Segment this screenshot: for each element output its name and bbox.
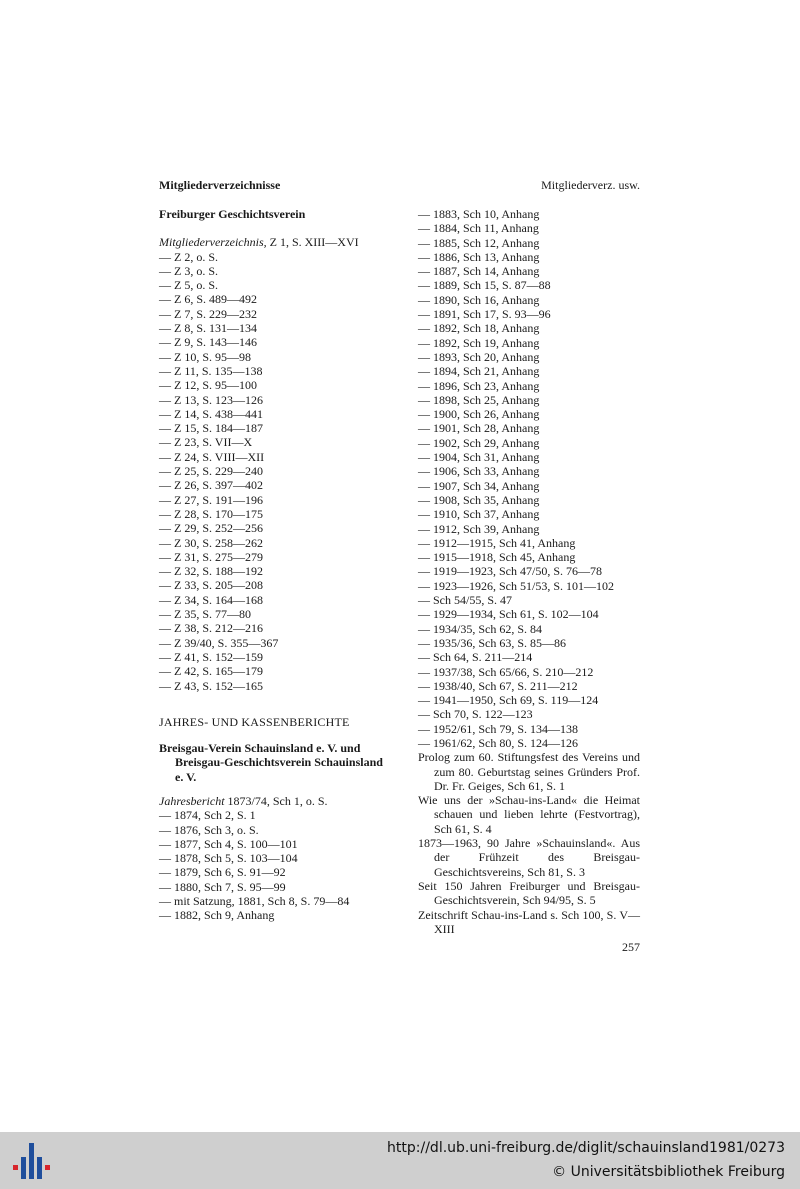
index-entry: — Z 34, S. 164—168 (159, 592, 264, 607)
section-title: Freiburger Geschichtsverein (159, 207, 306, 221)
copyright-text: © Universitätsbibliothek Freiburg (552, 1164, 785, 1180)
index-entry: — 1874, Sch 2, S. 1 (159, 808, 256, 823)
entry-ref: 1873/74, Sch 1, o. S. (224, 793, 328, 808)
index-paragraph: 1873—1963, 90 Jahre »Schauinsland«. Aus der Frühzeit des Breisgau-Geschichtsvereins, Sch 81, S. 3 (418, 836, 640, 879)
index-entry: — 1937/38, Sch 65/66, S. 210—212 (418, 664, 594, 679)
index-entry: — 1929—1934, Sch 61, S. 102—104 (418, 607, 599, 622)
index-entry: — Sch 54/55, S. 47 (418, 593, 513, 608)
index-entry: — 1902, Sch 29, Anhang (418, 435, 540, 450)
index-entry: — Z 26, S. 397—402 (159, 478, 264, 493)
index-entry: — mit Satzung, 1881, Sch 8, S. 79—84 (159, 894, 350, 909)
index-entry: — Z 5, o. S. (159, 278, 219, 293)
index-entry: — 1912, Sch 39, Anhang (418, 521, 540, 536)
index-entry: — Z 41, S. 152—159 (159, 649, 264, 664)
index-entry: — 1894, Sch 21, Anhang (418, 364, 540, 379)
index-entry: — 1941—1950, Sch 69, S. 119—124 (418, 693, 599, 708)
index-entry (159, 794, 391, 808)
index-entry: — Z 31, S. 275—279 (159, 549, 264, 564)
index-entry: — 1938/40, Sch 67, S. 211—212 (418, 678, 578, 693)
index-entry: — 1886, Sch 13, Anhang (418, 249, 540, 264)
index-entry: — 1904, Sch 31, Anhang (418, 450, 540, 465)
index-entry: — Z 15, S. 184—187 (159, 421, 264, 436)
index-entry: — 1885, Sch 12, Anhang (418, 235, 540, 250)
index-entry: — 1883, Sch 10, Anhang (418, 207, 540, 221)
index-entry: — Z 8, S. 131—134 (159, 321, 258, 336)
index-entry: — Z 7, S. 229—232 (159, 306, 258, 321)
paragraph-list (418, 750, 640, 936)
index-entry: — Z 2, o. S. (159, 249, 219, 264)
index-paragraph: Seit 150 Jahren Freiburger und Breisgau-Geschichtsverein, Sch 94/95, S. 5 (418, 878, 640, 908)
index-entry: — 1877, Sch 4, S. 100—101 (159, 836, 298, 851)
running-header-left: Mitgliederverzeichnisse (159, 178, 281, 192)
index-entry: — Z 11, S. 135—138 (159, 363, 263, 378)
index-entry: — Z 27, S. 191—196 (159, 492, 264, 507)
index-entry: — Z 23, S. VII—X (159, 435, 253, 450)
index-entry: — 1892, Sch 19, Anhang (418, 335, 540, 350)
index-entry: — Z 29, S. 252—256 (159, 521, 264, 536)
entry-list (418, 207, 640, 750)
index-entry: — Z 32, S. 188—192 (159, 564, 264, 579)
index-entry: — Sch 64, S. 211—214 (418, 650, 533, 665)
index-entry: — 1907, Sch 34, Anhang (418, 478, 540, 493)
index-entry: — 1910, Sch 37, Anhang (418, 507, 540, 522)
index-entry: — Z 42, S. 165—179 (159, 664, 264, 679)
index-entry: — 1879, Sch 6, S. 91—92 (159, 865, 286, 880)
index-entry: — 1961/62, Sch 80, S. 124—126 (418, 735, 579, 750)
index-entry: — Z 28, S. 170—175 (159, 506, 264, 521)
entry-keyword: Mitgliederverzeichnis, (159, 235, 267, 250)
entry-list (159, 250, 391, 693)
index-entry: — Z 24, S. VIII—XII (159, 449, 265, 464)
entry-ref: Z 1, S. XIII—XVI (266, 235, 359, 250)
index-entry: — Z 6, S. 489—492 (159, 292, 258, 307)
index-entry: — 1912—1915, Sch 41, Anhang (418, 535, 576, 550)
left-column (159, 207, 391, 923)
index-entry: — 1923—1926, Sch 51/53, S. 101—102 (418, 578, 615, 593)
index-entry: — 1891, Sch 17, S. 93—96 (418, 307, 551, 322)
index-entry: — Z 10, S. 95—98 (159, 349, 252, 364)
right-column (418, 207, 640, 936)
ub-freiburg-logo-icon (12, 1138, 52, 1182)
index-entry: — 1882, Sch 9, Anhang (159, 908, 275, 923)
index-entry: — Sch 70, S. 122—123 (418, 707, 533, 722)
index-entry: — 1919—1923, Sch 47/50, S. 76—78 (418, 564, 603, 579)
index-entry: — Z 13, S. 123—126 (159, 392, 264, 407)
group-title: Breisgau-Verein Schauinsland e. V. und Breisgau-Geschichtsverein Schauinsland e. V. (159, 741, 383, 784)
index-entry: — Z 38, S. 212—216 (159, 621, 264, 636)
page-number: 257 (622, 940, 640, 954)
index-entry: — Z 33, S. 205—208 (159, 578, 264, 593)
index-entry: — 1898, Sch 25, Anhang (418, 392, 540, 407)
index-entry: — Z 30, S. 258—262 (159, 535, 264, 550)
index-entry: — Z 9, S. 143—146 (159, 335, 258, 350)
index-entry: — 1890, Sch 16, Anhang (418, 292, 540, 307)
index-paragraph: Wie uns der »Schau-ins-Land« die Heimat schauen und lieben lehrte (Festvortrag), Sch 61, S. 4 (418, 793, 640, 836)
index-paragraph: Zeitschrift Schau-ins-Land s. Sch 100, S. V—XIII (418, 907, 640, 936)
index-entry: — 1878, Sch 5, S. 103—104 (159, 851, 298, 866)
index-entry: — 1876, Sch 3, o. S. (159, 822, 259, 837)
footer-bar (0, 1132, 800, 1189)
index-paragraph: Prolog zum 60. Stiftungsfest des Vereins und zum 80. Geburtstag seines Gründers Prof. Dr. Fr. Geiges, Sch 61, S. 1 (418, 750, 640, 793)
index-entry: — Z 3, o. S. (159, 263, 219, 278)
index-entry: — Z 25, S. 229—240 (159, 464, 264, 479)
index-entry: — 1887, Sch 14, Anhang (418, 264, 540, 279)
index-entry: — 1889, Sch 15, S. 87—88 (418, 278, 551, 293)
section-heading: JAHRES- UND KASSENBERICHTE (159, 714, 350, 729)
index-entry: — 1935/36, Sch 63, S. 85—86 (418, 635, 567, 650)
index-entry: — 1880, Sch 7, S. 95—99 (159, 879, 286, 894)
entry-list (159, 808, 391, 922)
entry-keyword: Jahresbericht (159, 793, 225, 808)
index-entry: — 1908, Sch 35, Anhang (418, 492, 540, 507)
index-entry: — 1892, Sch 18, Anhang (418, 321, 540, 336)
index-entry: — 1906, Sch 33, Anhang (418, 464, 540, 479)
index-entry: — Z 12, S. 95—100 (159, 378, 258, 393)
index-entry: — Z 35, S. 77—80 (159, 607, 252, 622)
index-entry: — 1896, Sch 23, Anhang (418, 378, 540, 393)
running-header-right: Mitgliederverz. usw. (541, 178, 640, 192)
index-entry: — 1915—1918, Sch 45, Anhang (418, 550, 576, 565)
index-entry: — 1901, Sch 28, Anhang (418, 421, 540, 436)
index-entry: — 1884, Sch 11, Anhang (418, 221, 539, 236)
index-entry (159, 235, 391, 249)
index-entry: — 1900, Sch 26, Anhang (418, 407, 540, 422)
source-url-link[interactable]: http://dl.ub.uni-freiburg.de/diglit/schauinsland1981/0273 (387, 1140, 785, 1156)
index-entry: — Z 39/40, S. 355—367 (159, 635, 279, 650)
index-entry: — 1893, Sch 20, Anhang (418, 349, 540, 364)
index-entry: — 1952/61, Sch 79, S. 134—138 (418, 721, 579, 736)
index-entry: — Z 14, S. 438—441 (159, 406, 264, 421)
index-entry: — 1934/35, Sch 62, S. 84 (418, 621, 543, 636)
index-entry: — Z 43, S. 152—165 (159, 678, 264, 693)
